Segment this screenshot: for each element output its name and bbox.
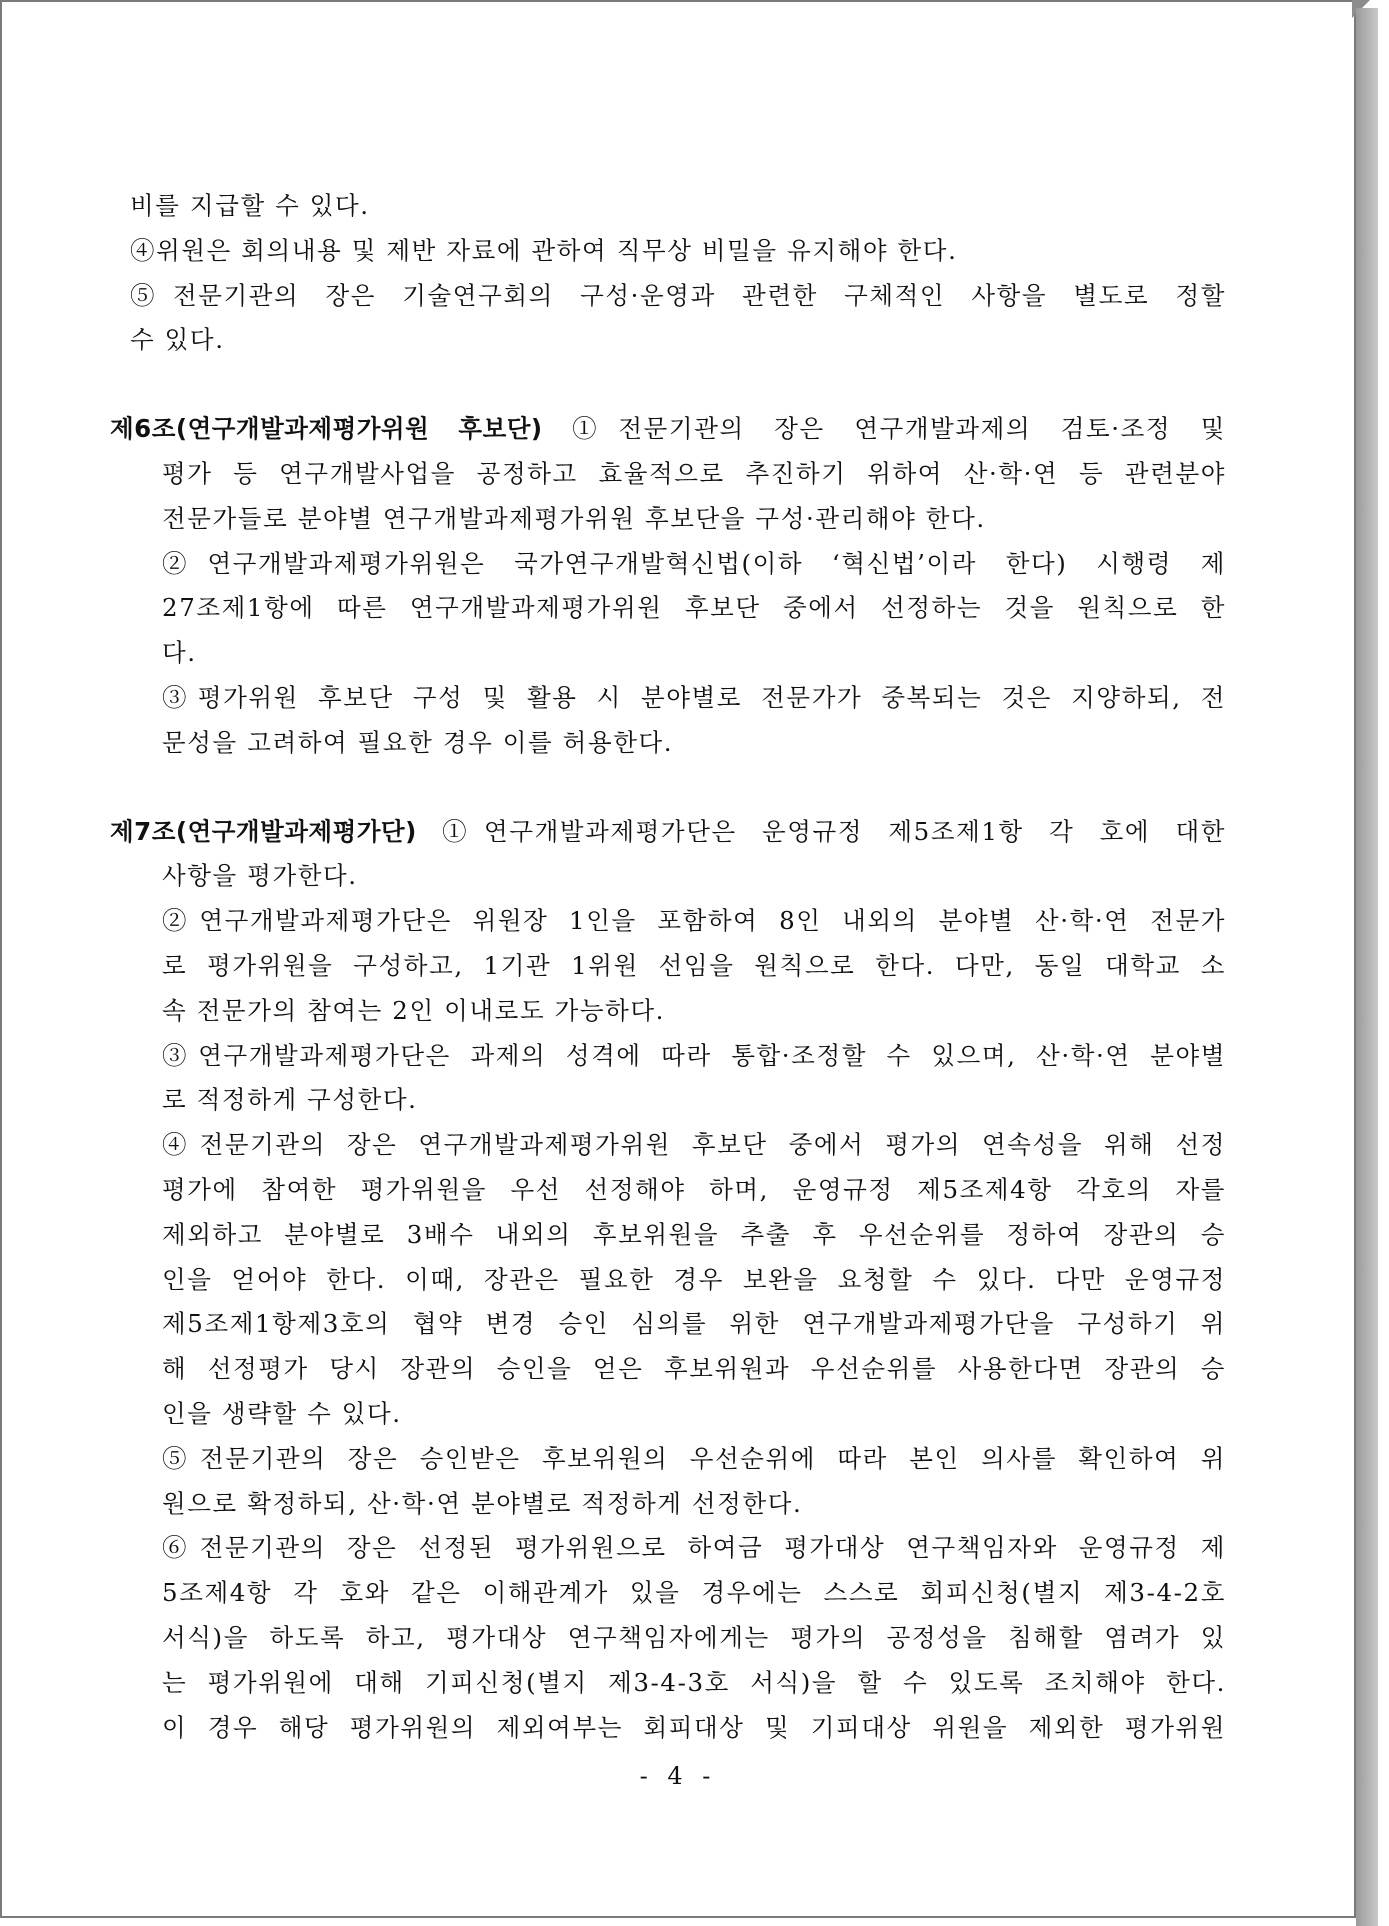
paragraph-line: 는 평가위원에 대해 기피신청(별지 제3-4-3호 서식)을 할 수 있도록 조치해야 한다.	[162, 1667, 1226, 1697]
paragraph-line: ④위원은 회의내용 및 제반 자료에 관하여 직무상 비밀을 유지해야 한다.	[130, 235, 958, 265]
paragraph-line: 전문가들로 분야별 연구개발과제평가위원 후보단을 구성·관리해야 한다.	[162, 503, 986, 533]
paragraph-line: ②연구개발과제평가단은 위원장 1인을 포함하여 8인 내외의 분야별 산·학·연 전문가	[162, 906, 1226, 936]
article-6-lead: ①전문기관의 장은 연구개발과제의 검토·조정 및	[542, 414, 1226, 444]
document-body	[110, 184, 1226, 1750]
paragraph-line: 5조제4항 각 호와 같은 이해관계가 있을 경우에는 스스로 회피신청(별지 제3-4-2호	[162, 1578, 1226, 1608]
paragraph-line: ③평가위원 후보단 구성 및 활용 시 분야별로 전문가가 중복되는 것은 지양하되, 전	[162, 682, 1226, 712]
paragraph-line: 수 있다.	[130, 325, 225, 355]
paragraph-line: 인을 얻어야 한다. 이때, 장관은 필요한 경우 보완을 요청할 수 있다. 다만 운영규정	[162, 1264, 1226, 1294]
paragraph-line: 사항을 평가한다.	[162, 861, 358, 891]
paragraph-line: 27조제1항에 따른 연구개발과제평가위원 후보단 중에서 선정하는 것을 원칙으로 한	[162, 593, 1226, 623]
paragraph-line: 인을 생략할 수 있다.	[162, 1398, 402, 1428]
page-number: - 4 -	[639, 1762, 717, 1790]
paragraph-line: ⑤전문기관의 장은 승인받은 후보위원의 우선순위에 따라 본인 의사를 확인하여 위	[162, 1443, 1226, 1473]
paragraph-line: ④전문기관의 장은 연구개발과제평가위원 후보단 중에서 평가의 연속성을 위해 선정	[162, 1130, 1226, 1160]
article-6-title: 제6조(연구개발과제평가위원 후보단)	[110, 414, 543, 444]
paragraph-line: 비를 지급할 수 있다.	[130, 191, 370, 220]
paragraph-line: 다.	[162, 638, 197, 668]
paragraph-line: ⑤전문기관의 장은 기술연구회의 구성·운영과 관련한 구체적인 사항을 별도로 정할	[130, 280, 1226, 310]
paragraph-line: 평가 등 연구개발사업을 공정하고 효율적으로 추진하기 위하여 산·학·연 등 관련분야	[162, 458, 1226, 488]
page-shadow	[1356, 8, 1378, 1926]
paragraph-line: 해 선정평가 당시 장관의 승인을 얻은 후보위원과 우선순위를 사용한다면 장관의 승	[162, 1354, 1226, 1384]
article-7-lead: ①연구개발과제평가단은 운영규정 제5조제1항 각 호에 대한	[416, 816, 1226, 846]
article-7-title: 제7조(연구개발과제평가단)	[110, 816, 417, 846]
paragraph-line: 로 적정하게 구성한다.	[162, 1085, 418, 1115]
paragraph-line: 원으로 확정하되, 산·학·연 분야별로 적정하게 선정한다.	[162, 1488, 803, 1518]
paragraph-line: 서식)을 하도록 하고, 평가대상 연구책임자에게는 평가의 공정성을 침해할 염려가 있	[162, 1622, 1226, 1652]
paragraph-line: ③연구개발과제평가단은 과제의 성격에 따라 통합·조정할 수 있으며, 산·학·연 분야별	[162, 1040, 1226, 1070]
paragraph-line: 로 평가위원을 구성하고, 1기관 1위원 선임을 원칙으로 한다. 다만, 동일 대학교 소	[162, 950, 1226, 980]
paragraph-line: 제외하고 분야별로 3배수 내외의 후보위원을 추출 후 우선순위를 정하여 장관의 승	[162, 1219, 1226, 1249]
paragraph-line: ⑥전문기관의 장은 선정된 평가위원으로 하여금 평가대상 연구책임자와 운영규정 제	[162, 1533, 1226, 1563]
paragraph-line: 이 경우 해당 평가위원의 제외여부는 회피대상 및 기피대상 위원을 제외한 평가위원	[162, 1712, 1226, 1742]
paragraph-line: 문성을 고려하여 필요한 경우 이를 허용한다.	[162, 727, 674, 757]
paragraph-line: 속 전문가의 참여는 2인 이내로도 가능하다.	[162, 995, 666, 1025]
paragraph-line: 평가에 참여한 평가위원을 우선 선정해야 하며, 운영규정 제5조제4항 각호의 자를	[162, 1174, 1226, 1204]
paragraph-line: ②연구개발과제평가위원은 국가연구개발혁신법(이하 ‘혁신법’이라 한다) 시행령 제	[162, 548, 1226, 578]
paragraph-line: 제5조제1항제3호의 협약 변경 승인 심의를 위한 연구개발과제평가단을 구성하기 위	[162, 1309, 1226, 1339]
article-6-first-line	[110, 407, 1226, 452]
article-7-first-line	[110, 810, 1226, 855]
